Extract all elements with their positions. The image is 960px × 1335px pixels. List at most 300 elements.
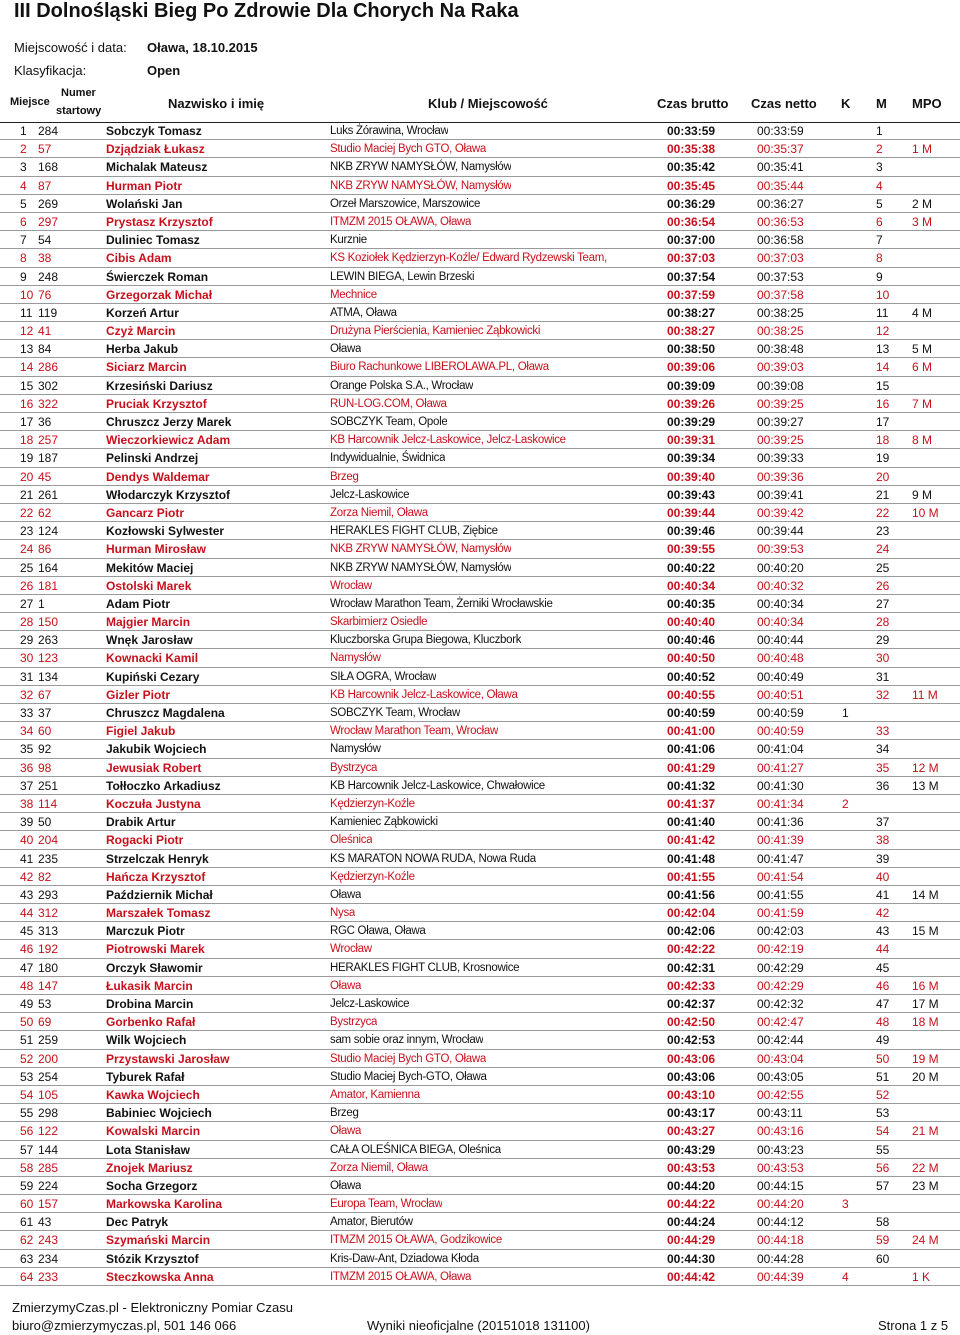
- place-cell: 45: [20, 924, 34, 939]
- name-cell: Dec Patryk: [106, 1215, 169, 1230]
- name-cell: Herba Jakub: [106, 342, 179, 357]
- place-cell: 59: [20, 1178, 34, 1193]
- gross-time-cell: 00:38:27: [667, 324, 716, 339]
- name-cell: Majgier Marcin: [106, 615, 191, 630]
- place-cell: 21: [20, 487, 34, 502]
- place-cell: 37: [20, 778, 34, 793]
- men-place-cell: 34: [876, 742, 890, 757]
- club-cell: Oława: [330, 343, 362, 356]
- start-number-cell: 53: [38, 997, 52, 1011]
- classification-label: Klasyfikacja:: [14, 63, 87, 78]
- gross-time-cell: 00:41:00: [667, 724, 716, 739]
- name-cell: Znojek Mariusz: [106, 1160, 193, 1175]
- start-number-cell: 38: [38, 251, 52, 266]
- club-cell: Bystrzyca: [330, 1016, 378, 1029]
- club-cell: Oława: [330, 1125, 362, 1138]
- name-cell: Rogacki Piotr: [106, 833, 184, 848]
- col-name-header: Nazwisko i imię: [168, 96, 265, 111]
- name-cell: Kawka Wojciech: [106, 1087, 200, 1102]
- men-place-cell: 49: [876, 1033, 890, 1048]
- place-cell: 4: [20, 178, 27, 193]
- men-place-cell: 18: [876, 433, 890, 448]
- place-cell: 8: [20, 251, 27, 266]
- men-place-cell: 15: [876, 378, 890, 393]
- start-number-cell: 144: [38, 1142, 59, 1157]
- place-cell: 13: [20, 342, 34, 357]
- start-number-cell: 124: [38, 524, 59, 539]
- table-row: [0, 1086, 960, 1104]
- start-number-cell: 248: [38, 269, 59, 284]
- men-place-cell: 10: [876, 287, 890, 302]
- start-number-cell: 251: [38, 778, 59, 793]
- place-cell: 14: [20, 360, 34, 375]
- men-place-cell: 20: [876, 469, 890, 484]
- name-cell: Strzelczak Henryk: [106, 851, 209, 866]
- table-row: [0, 595, 960, 613]
- club-cell: KS MARATON NOWA RUDA, Nowa Ruda: [330, 852, 536, 865]
- name-cell: Siciarz Marcin: [106, 360, 187, 375]
- net-time-cell: 00:37:03: [757, 251, 804, 266]
- net-time-cell: 00:40:20: [757, 560, 804, 575]
- table-row: [0, 668, 960, 686]
- start-number-cell: 67: [38, 687, 52, 702]
- net-time-cell: 00:40:49: [757, 669, 804, 684]
- col-club-header: Klub / Miejscowość: [428, 96, 548, 111]
- net-time-cell: 00:42:44: [757, 1033, 804, 1048]
- footer-status: Wyniki nieoficjalne (20151018 131100): [367, 1318, 590, 1333]
- men-place-cell: 54: [876, 1124, 890, 1139]
- table-row: [0, 395, 960, 413]
- net-time-cell: 00:44:20: [757, 1197, 804, 1212]
- men-place-cell: 12: [876, 324, 890, 339]
- net-time-cell: 00:36:27: [757, 196, 804, 211]
- name-cell: Duliniec Tomasz: [106, 233, 200, 248]
- place-cell: 19: [20, 451, 34, 466]
- net-time-cell: 00:35:44: [757, 178, 804, 193]
- club-cell: Oława: [330, 1179, 362, 1192]
- start-number-cell: 269: [38, 196, 59, 211]
- net-time-cell: 00:39:44: [757, 524, 804, 539]
- place-cell: 64: [20, 1269, 34, 1284]
- place-cell: 62: [20, 1233, 34, 1248]
- club-cell: RUN-LOG.COM, Oława: [330, 397, 447, 410]
- place-cell: 36: [20, 760, 34, 775]
- gross-time-cell: 00:43:06: [667, 1069, 716, 1084]
- name-cell: Babiniec Wojciech: [106, 1106, 212, 1121]
- table-row: [0, 795, 960, 813]
- club-cell: Studio Maciej Bych-GTO, Oława: [330, 1070, 487, 1083]
- start-number-cell: 87: [38, 178, 52, 193]
- men-place-cell: 16: [876, 396, 890, 411]
- name-cell: Tołłoczko Arkadiusz: [106, 778, 221, 793]
- name-cell: Kozłowski Sylwester: [106, 524, 225, 539]
- men-place-cell: 21: [876, 487, 890, 502]
- men-place-cell: 11: [876, 305, 889, 320]
- start-number-cell: 192: [38, 942, 59, 957]
- mpo-cell: 14 M: [912, 887, 939, 902]
- table-row: [0, 559, 960, 577]
- table-row: [0, 249, 960, 267]
- men-place-cell: 19: [876, 451, 890, 466]
- gross-time-cell: 00:35:38: [667, 142, 716, 157]
- start-number-cell: 263: [38, 633, 59, 648]
- mpo-cell: 17 M: [912, 997, 939, 1011]
- name-cell: Dendys Waldemar: [106, 469, 210, 484]
- club-cell: Brzeg: [330, 470, 359, 483]
- start-number-cell: 37: [38, 706, 52, 720]
- place-cell: 17: [20, 415, 34, 429]
- name-cell: Jakubik Wojciech: [106, 742, 207, 757]
- net-time-cell: 00:41:27: [757, 760, 804, 775]
- club-cell: Kędzierzyn-Koźle: [330, 797, 415, 810]
- club-cell: NKB ZRYW NAMYSŁÓW, Namysłów: [330, 161, 512, 174]
- net-time-cell: 00:41:55: [757, 887, 804, 902]
- net-time-cell: 00:36:53: [757, 214, 804, 229]
- men-place-cell: 42: [876, 906, 890, 921]
- men-place-cell: 46: [876, 978, 890, 993]
- name-cell: Dzjądziak Łukasz: [106, 142, 205, 157]
- net-time-cell: 00:40:51: [757, 687, 804, 702]
- name-cell: Kowalski Marcin: [106, 1124, 201, 1139]
- club-cell: NKB ZRYW NAMYSŁÓW, Namysłów: [330, 543, 512, 556]
- net-time-cell: 00:42:47: [757, 1015, 804, 1030]
- place-cell: 41: [20, 851, 34, 866]
- club-cell: KS Koziołek Kędzierzyn-Koźle/ Edward Rydzewski Team,: [330, 252, 607, 265]
- start-number-cell: 243: [38, 1233, 59, 1248]
- men-place-cell: 30: [876, 651, 890, 666]
- men-place-cell: 24: [876, 542, 890, 557]
- start-number-cell: 43: [38, 1215, 52, 1230]
- gross-time-cell: 00:41:37: [667, 796, 716, 811]
- club-cell: Kamieniec Ząbkowicki: [330, 816, 438, 829]
- men-place-cell: 33: [876, 724, 890, 739]
- club-cell: Oława: [330, 979, 362, 992]
- start-number-cell: 119: [38, 305, 58, 320]
- table-row: [0, 231, 960, 249]
- men-place-cell: 37: [876, 815, 890, 830]
- start-number-cell: 259: [38, 1033, 59, 1048]
- place-cell: 56: [20, 1124, 34, 1139]
- start-number-cell: 322: [38, 396, 59, 411]
- men-place-cell: 6: [876, 214, 883, 229]
- net-time-cell: 00:42:55: [757, 1087, 804, 1102]
- mpo-cell: 22 M: [912, 1160, 939, 1175]
- net-time-cell: 00:38:25: [757, 305, 804, 320]
- net-time-cell: 00:40:48: [757, 651, 804, 666]
- place-cell: 26: [20, 578, 34, 593]
- men-place-cell: 13: [876, 342, 890, 357]
- net-time-cell: 00:44:39: [757, 1269, 804, 1284]
- gross-time-cell: 00:44:20: [667, 1178, 716, 1193]
- women-place-cell: 2: [842, 796, 849, 811]
- name-cell: Grzegorzak Michał: [106, 287, 213, 302]
- gross-time-cell: 00:40:46: [667, 633, 716, 648]
- place-cell: 2: [20, 142, 27, 157]
- men-place-cell: 43: [876, 924, 890, 939]
- net-time-cell: 00:40:34: [757, 596, 804, 611]
- table-row: [0, 777, 960, 795]
- table-row: [0, 831, 960, 849]
- gross-time-cell: 00:41:48: [667, 851, 716, 866]
- name-cell: Chruszcz Jerzy Marek: [106, 415, 232, 429]
- men-place-cell: 53: [876, 1106, 890, 1121]
- place-cell: 15: [20, 378, 34, 393]
- mpo-cell: 9 M: [912, 487, 933, 502]
- club-cell: Brzeg: [330, 1107, 359, 1120]
- club-cell: Bystrzyca: [330, 761, 378, 774]
- mpo-cell: 2 M: [912, 196, 933, 211]
- club-cell: Oława: [330, 888, 362, 901]
- net-time-cell: 00:40:44: [757, 633, 804, 648]
- start-number-cell: 147: [38, 978, 59, 993]
- club-cell: Indywidualnie, Świdnica: [330, 452, 446, 465]
- name-cell: Czyż Marcin: [106, 324, 176, 339]
- club-cell: Nysa: [330, 907, 356, 920]
- table-row: [0, 177, 960, 195]
- men-place-cell: 57: [876, 1178, 890, 1193]
- net-time-cell: 00:41:30: [757, 778, 804, 793]
- table-row: [0, 940, 960, 958]
- club-cell: LEWIN BIEGA, Lewin Brzeski: [330, 270, 475, 283]
- name-cell: Przystawski Jarosław: [106, 1051, 230, 1066]
- men-place-cell: 58: [876, 1215, 890, 1230]
- club-cell: HERAKLES FIGHT CLUB, Krosnowice: [330, 961, 520, 974]
- gross-time-cell: 00:35:45: [667, 178, 716, 193]
- net-time-cell: 00:39:27: [757, 415, 804, 429]
- start-number-cell: 200: [38, 1051, 59, 1066]
- gross-time-cell: 00:44:30: [667, 1251, 716, 1266]
- club-cell: CAŁA OLEŚNICA BIEGA, Oleśnica: [330, 1143, 501, 1156]
- place-cell: 35: [20, 742, 34, 757]
- gross-time-cell: 00:33:59: [667, 124, 716, 138]
- name-cell: Drabik Artur: [106, 815, 176, 830]
- club-cell: ITMZM 2015 OŁAWA, Oława: [330, 215, 472, 228]
- mpo-cell: 16 M: [912, 978, 939, 993]
- location-value: Oława, 18.10.2015: [147, 40, 258, 55]
- men-place-cell: 59: [876, 1233, 890, 1248]
- name-cell: Lota Stanisław: [106, 1142, 191, 1157]
- place-cell: 54: [20, 1087, 34, 1102]
- table-row: [0, 1268, 960, 1286]
- men-place-cell: 60: [876, 1251, 890, 1266]
- name-cell: Włodarczyk Krzysztof: [106, 487, 231, 502]
- club-cell: Wrocław: [330, 579, 372, 592]
- net-time-cell: 00:39:36: [757, 469, 804, 484]
- gross-time-cell: 00:41:40: [667, 815, 716, 830]
- club-cell: HERAKLES FIGHT CLUB, Ziębice: [330, 525, 498, 538]
- name-cell: Stózik Krzysztof: [106, 1251, 199, 1266]
- club-cell: SOBCZYK Team, Wrocław: [330, 707, 461, 719]
- mpo-cell: 4 M: [912, 305, 933, 320]
- place-cell: 48: [20, 978, 34, 993]
- club-cell: Jelcz-Laskowice: [330, 998, 410, 1010]
- place-cell: 12: [20, 324, 34, 339]
- place-cell: 43: [20, 887, 34, 902]
- start-number-cell: 114: [38, 796, 58, 811]
- net-time-cell: 00:44:28: [757, 1251, 804, 1266]
- name-cell: Hurman Piotr: [106, 178, 183, 193]
- mpo-cell: 11 M: [912, 687, 938, 702]
- gross-time-cell: 00:39:55: [667, 542, 716, 557]
- place-cell: 63: [20, 1251, 34, 1266]
- men-place-cell: 7: [876, 233, 883, 248]
- name-cell: Socha Grzegorz: [106, 1178, 198, 1193]
- gross-time-cell: 00:42:50: [667, 1015, 716, 1030]
- gross-time-cell: 00:44:29: [667, 1233, 716, 1248]
- start-number-cell: 168: [38, 160, 59, 175]
- net-time-cell: 00:37:53: [757, 269, 804, 284]
- net-time-cell: 00:38:25: [757, 324, 804, 339]
- gross-time-cell: 00:40:52: [667, 669, 716, 684]
- club-cell: Orange Polska S.A., Wrocław: [330, 379, 474, 392]
- place-cell: 27: [20, 596, 34, 611]
- place-cell: 51: [20, 1033, 34, 1048]
- men-place-cell: 41: [876, 887, 890, 902]
- men-place-cell: 50: [876, 1051, 890, 1066]
- place-cell: 11: [20, 305, 33, 320]
- table-row: [0, 122, 960, 140]
- name-cell: Markowska Karolina: [106, 1197, 223, 1212]
- table-row: [0, 959, 960, 977]
- gross-time-cell: 00:42:37: [667, 997, 716, 1011]
- table-row: [0, 613, 960, 631]
- club-cell: KB Harcownik Jelcz-Laskowice, Oława: [330, 688, 518, 701]
- table-row: [0, 1104, 960, 1122]
- women-place-cell: 4: [842, 1269, 849, 1284]
- col-k-header: K: [841, 96, 851, 111]
- club-cell: Kris-Daw-Ant, Dziadowa Kłoda: [330, 1252, 479, 1265]
- table-row: [0, 577, 960, 595]
- net-time-cell: 00:37:58: [757, 287, 804, 302]
- net-time-cell: 00:43:11: [757, 1106, 803, 1121]
- table-row: [0, 813, 960, 831]
- table-row: [0, 431, 960, 449]
- men-place-cell: 39: [876, 851, 890, 866]
- name-cell: Adam Piotr: [106, 596, 171, 611]
- club-cell: SIŁA OGRA, Wrocław: [330, 670, 437, 683]
- table-row: [0, 995, 960, 1013]
- club-cell: SOBCZYK Team, Opole: [330, 416, 448, 428]
- mpo-cell: 21 M: [912, 1124, 939, 1139]
- gross-time-cell: 00:41:29: [667, 760, 716, 775]
- place-cell: 23: [20, 524, 34, 539]
- net-time-cell: 00:42:29: [757, 960, 804, 975]
- table-row: [0, 868, 960, 886]
- mpo-cell: 1 M: [912, 142, 933, 157]
- men-place-cell: 14: [876, 360, 890, 375]
- gross-time-cell: 00:39:29: [667, 415, 716, 429]
- start-number-cell: 224: [38, 1178, 59, 1193]
- women-place-cell: 1: [842, 706, 849, 720]
- name-cell: Kupiński Cezary: [106, 669, 200, 684]
- table-row: [0, 413, 960, 431]
- net-time-cell: 00:39:53: [757, 542, 804, 557]
- start-number-cell: 82: [38, 869, 52, 884]
- club-cell: ATMA, Oława: [330, 306, 397, 319]
- place-cell: 39: [20, 815, 34, 830]
- place-cell: 32: [20, 687, 34, 702]
- mpo-cell: 13 M: [912, 778, 939, 793]
- club-cell: RGC Oława, Oława: [330, 925, 426, 938]
- table-row: [0, 1141, 960, 1159]
- table-row: [0, 759, 960, 777]
- mpo-cell: 12 M: [912, 760, 939, 775]
- gross-time-cell: 00:39:26: [667, 396, 716, 411]
- club-cell: KB Harcownik Jelcz-Laskowice, Chwałowice: [330, 779, 545, 792]
- gross-time-cell: 00:39:43: [667, 487, 716, 502]
- table-row: [0, 1231, 960, 1249]
- club-cell: Drużyna Pierścienia, Kamieniec Ząbkowicki: [330, 325, 541, 338]
- start-number-cell: 57: [38, 142, 52, 157]
- name-cell: Marczuk Piotr: [106, 924, 185, 939]
- place-cell: 40: [20, 833, 34, 848]
- net-time-cell: 00:41:04: [757, 742, 804, 757]
- place-cell: 30: [20, 651, 34, 666]
- men-place-cell: 3: [876, 160, 883, 175]
- place-cell: 16: [20, 396, 34, 411]
- net-time-cell: 00:40:59: [757, 706, 804, 720]
- gross-time-cell: 00:39:46: [667, 524, 716, 539]
- start-number-cell: 284: [38, 124, 59, 138]
- net-time-cell: 00:43:23: [757, 1142, 804, 1157]
- club-cell: Wrocław Marathon Team, Żerniki Wrocławskie: [330, 597, 553, 610]
- men-place-cell: 17: [876, 415, 890, 429]
- place-cell: 38: [20, 796, 34, 811]
- results-table-body: [0, 122, 960, 1286]
- net-time-cell: 00:35:41: [757, 160, 804, 175]
- gross-time-cell: 00:43:10: [667, 1087, 716, 1102]
- start-number-cell: 286: [38, 360, 59, 375]
- men-place-cell: 27: [876, 596, 890, 611]
- place-cell: 60: [20, 1197, 34, 1212]
- location-label: Miejscowość i data:: [14, 40, 127, 55]
- name-cell: Wolański Jan: [106, 196, 183, 211]
- place-cell: 49: [20, 997, 34, 1011]
- start-number-cell: 105: [38, 1087, 59, 1102]
- footer-provider: ZmierzymyCzas.pl - Elektroniczny Pomiar Czasu: [12, 1300, 294, 1315]
- gross-time-cell: 00:39:06: [667, 360, 716, 375]
- net-time-cell: 00:33:59: [757, 124, 804, 138]
- table-row: [0, 1159, 960, 1177]
- net-time-cell: 00:43:04: [757, 1051, 804, 1066]
- place-cell: 61: [20, 1215, 34, 1230]
- club-cell: Europa Team, Wrocław: [330, 1198, 443, 1211]
- club-cell: Jelcz-Laskowice: [330, 488, 410, 501]
- men-place-cell: 2: [876, 142, 883, 157]
- net-time-cell: 00:41:36: [757, 815, 804, 830]
- table-row: [0, 1177, 960, 1195]
- men-place-cell: 28: [876, 615, 890, 630]
- net-time-cell: 00:44:12: [757, 1215, 804, 1230]
- men-place-cell: 23: [876, 524, 890, 539]
- place-cell: 55: [20, 1106, 34, 1121]
- net-time-cell: 00:39:33: [757, 451, 804, 466]
- name-cell: Wnęk Jarosław: [106, 633, 193, 648]
- place-cell: 9: [20, 269, 27, 284]
- name-cell: Sobczyk Tomasz: [106, 124, 202, 138]
- start-number-cell: 36: [38, 415, 52, 429]
- net-time-cell: 00:42:03: [757, 924, 804, 939]
- gross-time-cell: 00:39:31: [667, 433, 716, 448]
- place-cell: 53: [20, 1069, 34, 1084]
- gross-time-cell: 00:44:42: [667, 1269, 716, 1284]
- table-row: [0, 1250, 960, 1268]
- gross-time-cell: 00:39:44: [667, 505, 716, 520]
- table-row: [0, 631, 960, 649]
- men-place-cell: 52: [876, 1087, 890, 1102]
- table-row: [0, 686, 960, 704]
- place-cell: 46: [20, 942, 34, 957]
